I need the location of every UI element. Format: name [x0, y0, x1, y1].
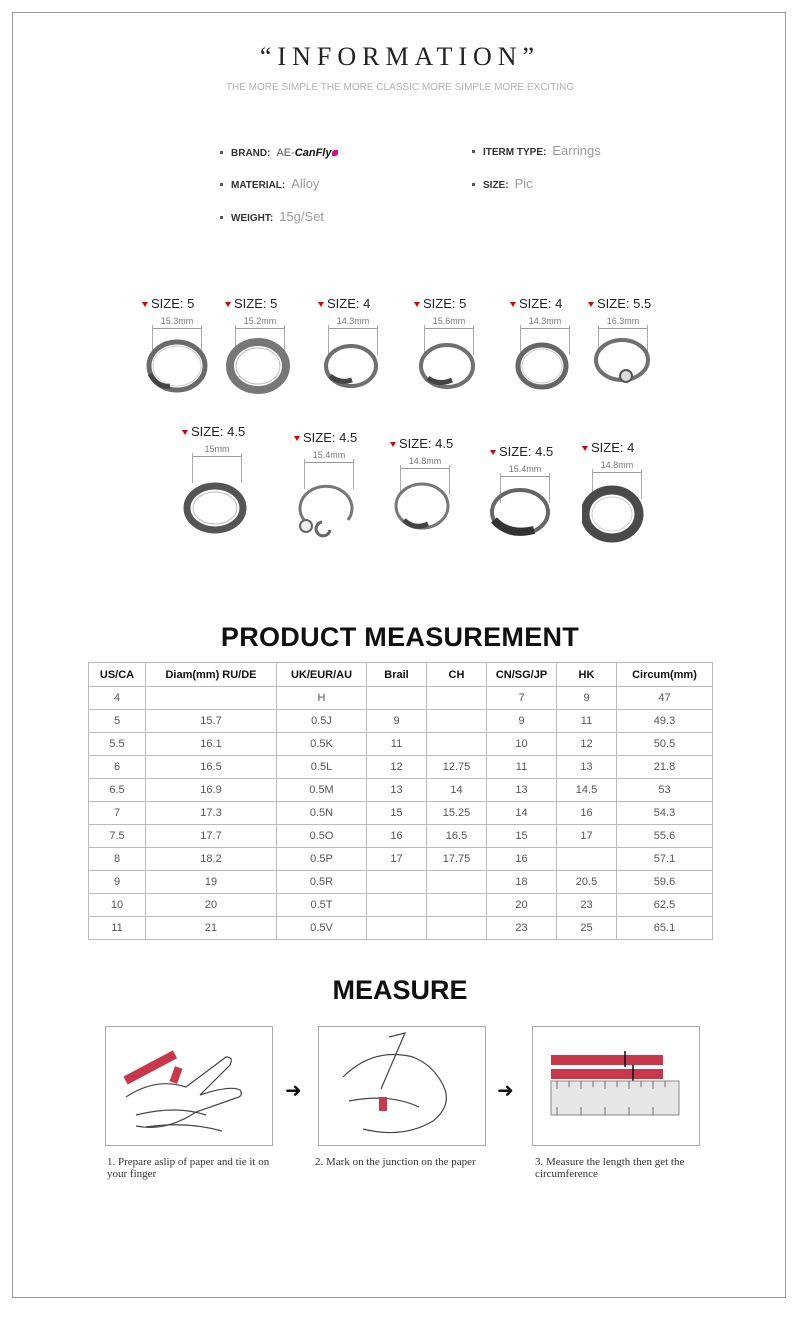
step1-image [105, 1026, 273, 1146]
red-triangle-icon [294, 436, 300, 441]
bullet-icon [220, 151, 223, 154]
table-cell: 11 [487, 756, 557, 779]
table-cell: 10 [89, 894, 146, 917]
table-cell: 9 [89, 871, 146, 894]
table-row [89, 871, 713, 894]
attr-type-value: Earrings [552, 143, 601, 158]
table-cell: 49.3 [617, 710, 713, 733]
bullet-icon [472, 150, 475, 153]
table-header-cell: Circum(mm) [617, 663, 713, 687]
info-subtitle: THE MORE SIMPLE THE MORE CLASSIC MORE SIMPLE MORE EXCITING [225, 82, 575, 93]
attr-material-value: Alloy [291, 176, 320, 191]
table-header-cell: HK [557, 663, 617, 687]
attr-type [472, 143, 601, 158]
table-cell: 21.8 [617, 756, 713, 779]
ring-image [294, 470, 364, 545]
attr-weight-key: WEIGHT: [231, 213, 274, 224]
table-cell [427, 687, 487, 710]
table-cell: 14.5 [557, 779, 617, 802]
table-cell: 57.1 [617, 848, 713, 871]
ring-diameter: 14.8mm [600, 460, 634, 470]
ring-image [414, 336, 484, 401]
table-cell [367, 894, 427, 917]
table-cell: 9 [367, 710, 427, 733]
ring-size-label: SIZE: 4 [510, 296, 562, 311]
table-cell: 23 [557, 894, 617, 917]
table-cell: 13 [557, 756, 617, 779]
ring-diameter: 15.6mm [432, 316, 466, 326]
table-header-cell: US/CA [89, 663, 146, 687]
table-cell: 16 [487, 848, 557, 871]
attr-weight-value: 15g/Set [279, 209, 325, 224]
table-cell: 0.5V [277, 917, 367, 940]
brand-leaf-icon [332, 150, 338, 156]
table-cell [146, 687, 277, 710]
table-cell: 19 [146, 871, 277, 894]
table-row [89, 848, 713, 871]
table-cell: 23 [487, 917, 557, 940]
table-cell [367, 687, 427, 710]
table-header-cell: CH [427, 663, 487, 687]
ring-diameter: 15.4mm [508, 464, 542, 474]
ring-diameter: 15.2mm [243, 316, 277, 326]
table-row [89, 733, 713, 756]
table-cell: 11 [89, 917, 146, 940]
red-triangle-icon [582, 446, 588, 451]
brand-prefix: AE- [276, 147, 295, 159]
table-cell: 15 [367, 802, 427, 825]
table-cell: 18.2 [146, 848, 277, 871]
attr-type-key: ITERM TYPE: [483, 147, 547, 158]
table-cell: 13 [367, 779, 427, 802]
table-cell: 17.3 [146, 802, 277, 825]
ring-item [142, 296, 232, 436]
ring-item [414, 296, 504, 436]
table-cell: 0.5L [277, 756, 367, 779]
ring-item [294, 430, 384, 570]
table-cell: 15 [487, 825, 557, 848]
attr-weight [220, 209, 324, 224]
ring-image [225, 336, 295, 401]
table-cell: 17.7 [146, 825, 277, 848]
ring-diameter: 15mm [204, 444, 230, 454]
bullet-icon [220, 183, 223, 186]
table-cell: 20 [146, 894, 277, 917]
ring-size-label: SIZE: 5.5 [588, 296, 651, 311]
table-cell [557, 848, 617, 871]
ring-image [490, 484, 560, 559]
ring-size-label: SIZE: 5 [414, 296, 466, 311]
table-row [89, 917, 713, 940]
step3-image [532, 1026, 700, 1146]
step2-image [318, 1026, 486, 1146]
ring-image [142, 336, 212, 401]
table-cell: 14 [487, 802, 557, 825]
table-row [89, 687, 713, 710]
table-row [89, 779, 713, 802]
table-row [89, 756, 713, 779]
ring-diameter: 14.3mm [528, 316, 562, 326]
attr-size [472, 176, 533, 191]
ring-item [588, 296, 678, 436]
table-cell: 14 [427, 779, 487, 802]
arrow-icon: ➜ [285, 1080, 302, 1102]
table-cell: 0.5T [277, 894, 367, 917]
brand-name: CanFly [294, 147, 332, 159]
table-cell: 13 [487, 779, 557, 802]
table-cell [367, 871, 427, 894]
table-cell: 53 [617, 779, 713, 802]
table-cell: 54.3 [617, 802, 713, 825]
table-cell: 47 [617, 687, 713, 710]
red-triangle-icon [390, 442, 396, 447]
ring-item [318, 296, 408, 436]
table-cell: 16.5 [427, 825, 487, 848]
table-header-cell: Diam(mm) RU/DE [146, 663, 277, 687]
table-header-row [89, 663, 713, 687]
table-cell: 17.75 [427, 848, 487, 871]
table-body [89, 687, 713, 940]
table-cell [427, 710, 487, 733]
ring-diameter: 16.3mm [606, 316, 640, 326]
ring-size-label: SIZE: 5 [225, 296, 277, 311]
table-cell: 6.5 [89, 779, 146, 802]
brand-logo [276, 147, 338, 159]
table-cell: 25 [557, 917, 617, 940]
product-measurement-title: PRODUCT MEASUREMENT [220, 622, 580, 652]
red-triangle-icon [318, 302, 324, 307]
table-cell: 11 [557, 710, 617, 733]
table-cell: 17 [367, 848, 427, 871]
arrow-icon: ➜ [497, 1080, 514, 1102]
ring-item [490, 444, 580, 584]
red-triangle-icon [588, 302, 594, 307]
table-header-cell: Brail [367, 663, 427, 687]
ring-image [588, 336, 658, 401]
attr-material-key: MATERIAL: [231, 180, 286, 191]
table-cell: 20.5 [557, 871, 617, 894]
table-row [89, 710, 713, 733]
table-cell [427, 733, 487, 756]
red-triangle-icon [510, 302, 516, 307]
red-triangle-icon [182, 430, 188, 435]
table-cell: H [277, 687, 367, 710]
table-cell: 5.5 [89, 733, 146, 756]
ring-size-label: SIZE: 4.5 [490, 444, 553, 459]
table-cell: 59.6 [617, 871, 713, 894]
table-cell: 0.5R [277, 871, 367, 894]
table-cell: 6 [89, 756, 146, 779]
ring-size-label: SIZE: 5 [142, 296, 194, 311]
table-cell: 12 [557, 733, 617, 756]
ring-item [510, 296, 600, 436]
table-cell: 17 [557, 825, 617, 848]
table-cell: 16.9 [146, 779, 277, 802]
bullet-icon [220, 216, 223, 219]
table-cell: 12 [367, 756, 427, 779]
attr-size-key: SIZE: [483, 180, 509, 191]
ring-diameter: 14.3mm [336, 316, 370, 326]
table-cell: 20 [487, 894, 557, 917]
table-cell: 15.25 [427, 802, 487, 825]
table-cell: 4 [89, 687, 146, 710]
table-header-cell: UK/EUR/AU [277, 663, 367, 687]
ring-image [182, 464, 252, 539]
table-cell: 18 [487, 871, 557, 894]
table-cell [427, 871, 487, 894]
table-header-cell: CN/SG/JP [487, 663, 557, 687]
size-table [88, 662, 713, 940]
table-cell: 21 [146, 917, 277, 940]
info-title: “INFORMATION” [259, 42, 541, 71]
ring-image [318, 336, 388, 401]
table-row [89, 825, 713, 848]
attr-size-value: Pic [514, 176, 533, 191]
ring-size-label: SIZE: 4 [318, 296, 370, 311]
step2-caption: 2. Mark on the junction on the paper [315, 1156, 476, 1168]
table-cell: 16 [367, 825, 427, 848]
table-cell: 11 [367, 733, 427, 756]
bullet-icon [472, 183, 475, 186]
table-cell: 9 [487, 710, 557, 733]
ring-size-label: SIZE: 4.5 [294, 430, 357, 445]
table-cell: 0.5M [277, 779, 367, 802]
table-row [89, 894, 713, 917]
ring-image [510, 336, 580, 401]
table-cell: 7.5 [89, 825, 146, 848]
attr-brand [220, 144, 338, 159]
ring-item [582, 440, 672, 580]
attr-brand-key: BRAND: [231, 148, 271, 159]
ring-size-label: SIZE: 4 [582, 440, 634, 455]
table-cell: 0.5O [277, 825, 367, 848]
table-cell [427, 917, 487, 940]
table-cell: 8 [89, 848, 146, 871]
table-row [89, 802, 713, 825]
ring-size-label: SIZE: 4.5 [390, 436, 453, 451]
ring-size-label: SIZE: 4.5 [182, 424, 245, 439]
table-cell: 12.75 [427, 756, 487, 779]
ring-item [225, 296, 315, 436]
red-triangle-icon [225, 302, 231, 307]
table-cell: 15.7 [146, 710, 277, 733]
table-cell: 16.1 [146, 733, 277, 756]
table-cell: 55.6 [617, 825, 713, 848]
table-cell: 50.5 [617, 733, 713, 756]
ring-image [390, 476, 460, 551]
table-cell: 9 [557, 687, 617, 710]
attr-material [220, 176, 319, 191]
table-cell: 5 [89, 710, 146, 733]
ring-diameter: 15.4mm [312, 450, 346, 460]
table-cell: 16.5 [146, 756, 277, 779]
ring-item [390, 436, 480, 576]
table-cell: 7 [487, 687, 557, 710]
table-cell [367, 917, 427, 940]
red-triangle-icon [414, 302, 420, 307]
red-triangle-icon [490, 450, 496, 455]
table-cell: 16 [557, 802, 617, 825]
table-cell: 0.5J [277, 710, 367, 733]
table-cell: 0.5K [277, 733, 367, 756]
ring-image [582, 480, 652, 555]
table-cell: 62.5 [617, 894, 713, 917]
step1-caption: 1. Prepare aslip of paper and tie it on your finger [107, 1156, 270, 1180]
table-cell: 7 [89, 802, 146, 825]
ring-diameter: 15.3mm [160, 316, 194, 326]
red-triangle-icon [142, 302, 148, 307]
table-cell: 10 [487, 733, 557, 756]
step3-caption: 3. Measure the length then get the circumference [535, 1156, 685, 1180]
table-cell: 65.1 [617, 917, 713, 940]
table-cell: 0.5P [277, 848, 367, 871]
table-cell: 0.5N [277, 802, 367, 825]
ring-diameter: 14.8mm [408, 456, 442, 466]
measure-title: MEASURE [332, 975, 468, 1005]
ring-item [182, 424, 272, 564]
table-cell [427, 894, 487, 917]
